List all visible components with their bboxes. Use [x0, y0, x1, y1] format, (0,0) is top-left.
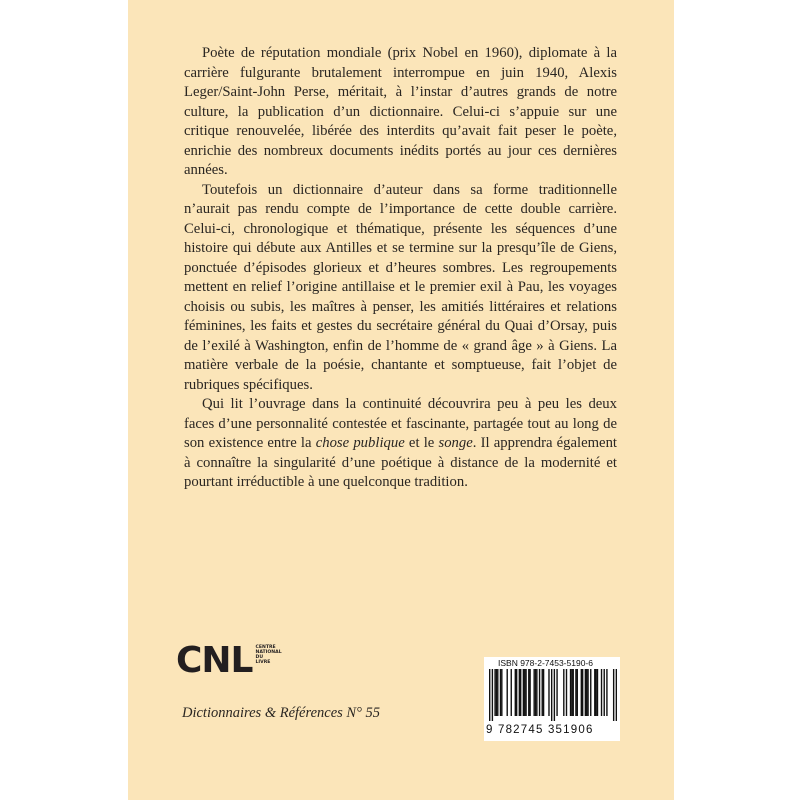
barcode-bar — [539, 669, 540, 716]
cnl-logo-subtitle — [255, 645, 282, 665]
barcode-bar — [556, 669, 557, 716]
blurb-p3-text-c: . Il apprendra également à connaître la singularité d’une poétique à distance de la modernité et pourtant irréductible à une quelconque tradition. — [184, 435, 618, 490]
barcode-bar — [535, 669, 536, 716]
barcode-bar — [585, 669, 586, 716]
series-title: Dictionnaires & Références N° 55 — [182, 705, 381, 721]
cnl-logo-line-2: NATIONAL — [255, 650, 282, 655]
barcode-bar — [554, 669, 555, 721]
barcode-bar — [590, 669, 591, 716]
barcode-bar — [587, 669, 588, 716]
barcode-bar — [577, 669, 578, 716]
barcode-bar — [511, 669, 512, 716]
barcode-icon — [489, 669, 617, 721]
barcode-bar — [496, 669, 497, 716]
barcode-bar — [533, 669, 534, 716]
barcode-bar — [548, 669, 549, 716]
barcode-bar — [606, 669, 607, 716]
barcode-bar — [492, 669, 493, 721]
barcode-bar — [528, 669, 529, 716]
barcode-bar — [542, 669, 543, 716]
barcode-bar — [494, 669, 495, 716]
barcode-bar — [616, 669, 617, 721]
barcode-bar — [581, 669, 582, 716]
barcode-bar — [595, 669, 596, 716]
barcode-bar — [536, 669, 537, 716]
cnl-logo — [176, 640, 282, 681]
cnl-logo-mark: CNL — [176, 640, 253, 681]
barcode-bar — [525, 669, 526, 716]
barcode-bar — [520, 669, 521, 716]
blurb-p3-text-a: Qui lit l’ouvrage dans la continuité découvrira peu à peu les deux faces d’une personnalité contestée et fascinante, partagée tout au long de son existence entre la — [184, 396, 617, 451]
barcode-bar — [566, 669, 567, 716]
blurb-p3-italic-1: chose publique — [315, 435, 405, 451]
barcode-bar — [571, 669, 572, 716]
blurb-p3-italic-2: songe — [438, 435, 473, 451]
blurb-text — [184, 44, 617, 493]
barcode-bar — [613, 669, 614, 721]
barcode-bar — [597, 669, 598, 716]
barcode-digits: 9 782745 351906 — [486, 724, 594, 736]
barcode-bar — [575, 669, 576, 716]
barcode-bar — [515, 669, 516, 716]
isbn-label: ISBN 978-2-7453-5190-6 — [498, 658, 593, 668]
barcode-bar — [516, 669, 517, 716]
barcode-bar — [586, 669, 587, 716]
barcode-bar — [501, 669, 502, 716]
barcode-bar — [570, 669, 571, 716]
blurb-p3-text-b: et le — [404, 435, 439, 451]
barcode-bar — [524, 669, 525, 716]
barcode-bar — [563, 669, 564, 716]
barcode-bar — [582, 669, 583, 716]
barcode-bar — [543, 669, 544, 716]
barcode-bar — [573, 669, 574, 716]
barcode-bar — [601, 669, 602, 716]
blurb-paragraph-3 — [184, 395, 617, 493]
barcode-bar — [497, 669, 498, 716]
barcode-bar — [507, 669, 508, 716]
barcode-bar — [500, 669, 501, 716]
barcode-bar — [551, 669, 552, 721]
barcode-bar — [523, 669, 524, 716]
barcode-bar — [519, 669, 520, 716]
barcode-bar — [604, 669, 605, 716]
blurb-paragraph-1: Poète de réputation mondiale (prix Nobel en 1960), diplomate à la carrière fulgurante brutalement interrompue en juin 1940, Alexis Leger/Saint-John Perse, méritait, à l’instar d’autres grands de notre culture, la publication d’un dictionnaire. Celui-ci s’appuie sur une critique renouvelée, libérée des interdits qu’avait fait peser le poète, enrichie des nombreux documents inédits portés au jour ces dernières années. — [184, 45, 617, 178]
barcode-bar — [594, 669, 595, 716]
cnl-logo-line-1: CENTRE — [255, 645, 276, 650]
barcode-bar — [529, 669, 530, 716]
blurb-paragraph-2: Toutefois un dictionnaire d’auteur dans sa forme traditionnelle n’aurait pas rendu compte de l’importance de cette double carrière. Celui-ci, chronologique et thématique, présente les séquences d’une histoire qui débute aux Antilles et se termine sur la presqu’île de Giens, ponctuée d’épisodes glorieux et d’heures sombres. Les regroupements mettent en relief l’origine antillaise et le premier exil à Pau, les voyages choisis ou subis, les maîtres à penser, les amitiés littéraires et relations féminines, les faits et gestes du secrétaire général du Quai d’Orsay, puis de l’exilé à Washington, enfin de l’homme de « grand âge » à Giens. La matière verbale de la poésie, chantante et somptueuse, fait l’objet de rubriques spécifiques. — [184, 181, 617, 393]
cnl-logo-line-3: DU LIVRE — [255, 655, 271, 665]
barcode-bar — [489, 669, 490, 721]
